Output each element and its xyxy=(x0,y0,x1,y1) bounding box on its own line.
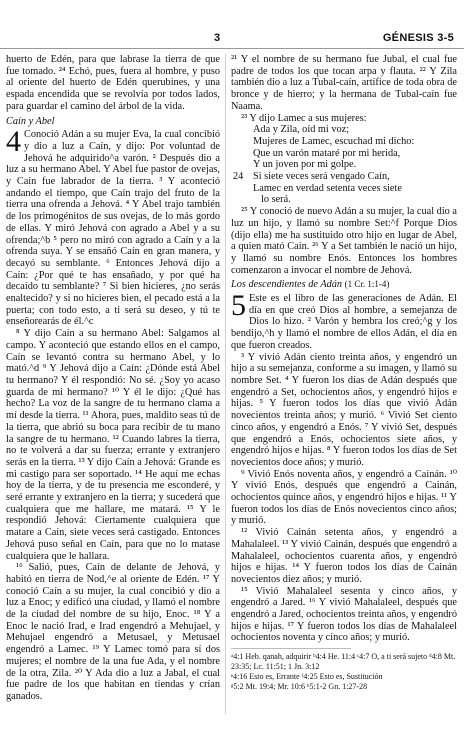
paragraph: ⁸ Y dijo Caín a su hermano Abel: Salgamos al campo. Y aconteció que estando ellos en el campo, Caín se levantó contra su hermano Abel, y lo mató.^d ⁹ Y Jehová dijo a Caín: ¿Dónde está Abel tu hermano? Y él respondió: No sé. ¿Soy yo acaso guarda de mi hermano? ¹⁰ Y él le dijo: ¿Qué has hecho? La voz de la sangre de tu hermano clama a mí desde la tierra. ¹¹ Ahora, pues, maldito seas tú de la tierra, que abrió su boca para recibir de tu mano la sangre de tu hermano. ¹² Cuando labres la tierra, no te volverá a dar su fuerza; errante y extranjero serás en la tierra. ¹³ Y dijo Caín a Jehová: Grande es mi castigo para ser soportado. ¹⁴ He aquí me echas hoy de la tierra, y de tu presencia me esconderé, y seré errante y extranjero en la tierra; y sucederá que cualquiera que me hallare, me matará. ¹⁵ Y le respondió Jehová: Ciertamente cualquiera que matare a Caín, siete veces será castigado. Entonces Jehová puso señal en Caín, para que no lo matase cualquiera que le hallara. xyxy=(6,328,220,562)
paragraph: ²⁵ Y conoció de nuevo Adán a su mujer, la cual dio a luz un hijo, y llamó su nombre Set:^f Porque Dios (dijo ella) me ha sustituido otro hijo en lugar de Abel, a quien mató Caín. ²⁶ Y a Set también le nació un hijo, y llamó su nombre Enós. Entonces los hombres comenzaron a invocar el nombre de Jehová. xyxy=(231,206,457,276)
section-heading xyxy=(231,279,457,291)
paragraph: ²³ Y dijo Lamec a sus mujeres: xyxy=(241,112,367,124)
paragraph: huerto de Edén, para que labrase la tierra de que fue tomado. ²⁴ Echó, pues, fuera al hombre, y puso al oriente del huerto de Edén querubines, y una espada encendida que se revolvía por todos lados, para guardar el camino del árbol de la vida. xyxy=(6,54,220,112)
paragraph: ³ Y vivió Adán ciento treinta años, y engendró un hijo a su semejanza, conforme a su imagen, y llamó su nombre Set. ⁴ Y fueron los días de Adán después que engendró a Set, ochocientos años, y engendró hijos e hijas. ⁵ Y fueron todos los días que vivió Adán novecientos treinta años; y murió. ⁶ Vivió Set ciento cinco años, y engendró a Enós. ⁷ Y vivió Set, después que engendró a Enós, ochocientos siete años, y engendró hijos e hijas. ⁸ Y fueron todos los días de Set novecientos doce años; y murió. xyxy=(231,351,457,468)
poem-stanza xyxy=(231,124,457,171)
poem-line: lo será. xyxy=(261,194,291,206)
header-rule xyxy=(0,48,464,49)
cross-reference: (1 Cr. 1:1-4) xyxy=(344,279,390,290)
left-column xyxy=(6,54,220,703)
poem-line: Que un varón mataré por mi herida, xyxy=(253,147,401,159)
footnote: ᵉ4:16 Esto es, Errante ᶠ4:25 Esto es, Sustitución xyxy=(231,672,383,682)
paragraph: ¹⁶ Salió, pues, Caín de delante de Jehová, y habitó en tierra de Nod,^e al oriente de Edén. ¹⁷ Y conoció Caín a su mujer, la cual concibió y dio a luz a Enoc; y edificó una ciudad, y llamó el nombre de la ciudad del nombre de su hijo, Enoc. ¹⁸ Y a Enoc le nació Irad, e Irad engendró a Mehujael, y Mehujael engendró a Metusael, y Metusael engendró a Lamec. ¹⁹ Y Lamec tomó para sí dos mujeres; el nombre de la una fue Ada, y el nombre de la otra, Zila. ²⁰ Y Ada dio a luz a Jabal, el cual fue padre de los que habitan en tiendas y crían ganados. xyxy=(6,562,220,702)
paragraph-text: Conoció Adán a su mujer Eva, la cual concibió y dio a luz a Caín, y dijo: Por voluntad de Jehová he adquirido^a varón. ² Después dio a luz a su hermano Abel. Y Abel fue pastor de ovejas, y Caín fue labrador de la tierra. ³ Y aconteció andando el tiempo, que Caín trajo del fruto de la tierra una ofrenda a Jehová. ⁴ Y Abel trajo también de los primogénitos de sus ovejas, de lo más gordo de ellas. Y miró Jehová con agrado a Abel y a su ofrenda;^b ⁵ pero no miró con agrado a Caín y a la ofrenda suya. Y se ensañó Caín en gran manera, y decayó su semblante. ⁶ Entonces Jehová dijo a Caín: ¿Por qué te has ensañado, y por qué ha decaído tu semblante? ⁷ Si bien hicieres, ¿no serás enaltecido? y si no hicieres bien, el pecado está a la puerta; con todo esto, a ti será su deseo, y tú te enseñorearás de él.^c xyxy=(6,129,220,328)
paragraph: ⁹ Vivió Enós noventa años, y engendró a Cainán. ¹⁰ Y vivió Enós, después que engendró a Cainán, ochocientos quince años, y engendró hijos e hijas. ¹¹ Y fueron todos los días de Enós novecientos cinco años; y murió. xyxy=(231,468,457,527)
paragraph: ²¹ Y el nombre de su hermano fue Jubal, el cual fue padre de todos los que tocan arpa y flauta. ²² Y Zila también dio a luz a Tubal-caín, artífice de toda obra de bronce y de hierro; y la hermana de Tubal-caín fue Naama. xyxy=(231,54,457,112)
paragraph: ¹⁵ Vivió Mahalaleel sesenta y cinco años, y engendró a Jared. ¹⁶ Y vivió Mahalaleel, después que engendró a Jared, ochocientos treinta años, y engendró hijos e hijas. ¹⁷ Y fueron todos los días de Mahalaleel ochocientos noventa y cinco años; y murió. xyxy=(231,585,457,644)
paragraph: ¹² Vivió Cainán setenta años, y engendró a Mahalaleel. ¹³ Y vivió Cainán, después que engendró a Mahalaleel, ochocientos cuarenta años, y engendró hijos e hijas. ¹⁴ Y fueron todos los días de Cainán novecientos diez años; y murió. xyxy=(231,527,457,585)
poem-line: Si siete veces será vengado Caín, xyxy=(253,171,390,183)
chapter-number: 4 xyxy=(6,125,21,159)
paragraph-text: Este es el libro de las generaciones de Adán. El día en que creó Dios al hombre, a semejanza de Dios lo hizo. ² Varón y hembra los creó;^g y los bendijo,^h y llamó el nombre de ellos Adán, el día en que fueron creados. xyxy=(231,293,457,351)
footnote-rule xyxy=(231,648,351,649)
running-head-reference: GÉNESIS 3-5 xyxy=(382,32,454,44)
footnote: ᵍ5:2 Mt. 19:4; Mr. 10:6 ʰ5:1-2 Gn. 1:27-28 xyxy=(231,682,368,692)
chapter-5-paragraph xyxy=(231,289,457,352)
chapter-number: 5 xyxy=(231,289,246,323)
footnote: ᵃ4:1 Heb. qanah, adquirir ᵇ4:4 He. 11:4 ᶜ4:7 O, a ti será sujeto ᵈ4:8 Mt. 23:35; Lc. 11:51; 1 Jn. 3:12 xyxy=(231,652,456,672)
section-heading: Caín y Abel xyxy=(6,115,55,127)
poem-line: Y un joven por mi golpe. xyxy=(253,159,357,171)
poem-line: Lamec en verdad setenta veces siete xyxy=(253,182,402,194)
poem-line: Mujeres de Lamec, escuchad mi dicho: xyxy=(253,135,415,147)
poem-line-with-verse: 24 Si siete veces será vengado Caín, xyxy=(233,171,390,183)
chapter-4-paragraph xyxy=(6,125,220,328)
poem-stanza xyxy=(231,171,457,206)
right-column xyxy=(231,54,457,692)
page-number: 3 xyxy=(214,32,221,44)
section-heading-text: Los descendientes de Adán xyxy=(231,279,343,291)
column-divider xyxy=(225,54,226,714)
page-header xyxy=(0,32,464,46)
poem-line: Ada y Zila, oíd mi voz; xyxy=(253,124,350,136)
